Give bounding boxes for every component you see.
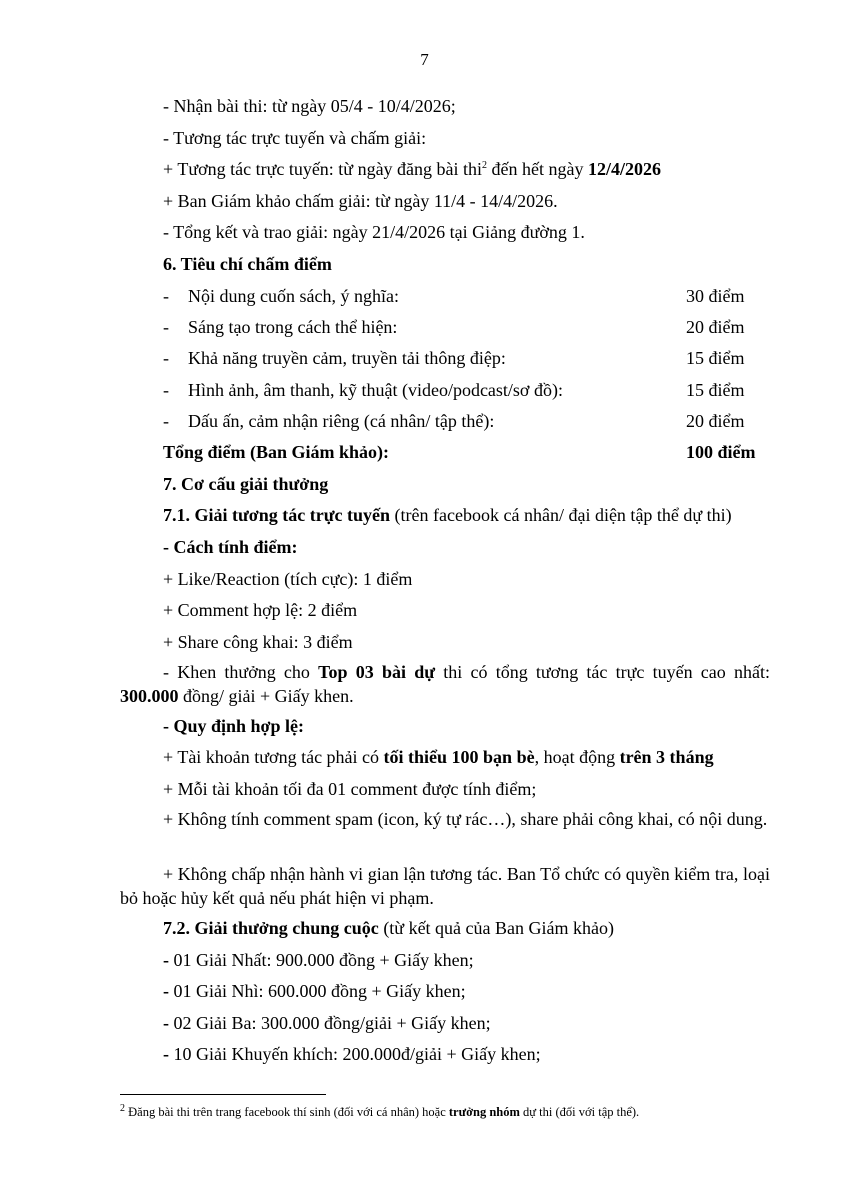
list-item: + Không tính comment spam (icon, ký tự rác…), share phải công khai, có nội dung.	[163, 809, 768, 829]
heading-validity-rules: - Quy định hợp lệ:	[163, 716, 305, 736]
bullet-dash: -	[163, 317, 169, 337]
criteria-points: 20 điểm	[686, 317, 745, 337]
text: + Tương tác trực tuyến: từ ngày đăng bài thi	[163, 159, 483, 179]
line-award-ceremony: - Tổng kết và trao giải: ngày 21/4/2026 tại Giảng đường 1.	[163, 222, 585, 242]
heading-prize-structure: 7. Cơ cấu giải thưởng	[163, 474, 329, 494]
footnote-marker: 2	[120, 1102, 125, 1114]
emphasis: 300.000	[120, 686, 179, 706]
footnote-ref: 2	[482, 160, 488, 171]
prize-item	[163, 980, 466, 1002]
prize-item	[163, 1012, 491, 1034]
reward-paragraph	[120, 660, 770, 708]
criteria-points: 30 điểm	[686, 286, 745, 306]
prize-item	[163, 949, 474, 971]
line-interaction-period	[163, 158, 661, 180]
heading-scoring-method: - Cách tính điểm:	[163, 537, 298, 557]
subheading: 7.1. Giải tương tác trực tuyến	[163, 505, 391, 525]
text: (từ kết quả của Ban Giám khảo)	[378, 918, 614, 938]
bullet-dash: -	[163, 1044, 169, 1064]
text: thi có tổng tương tác trực tuyến cao nhất:	[435, 662, 770, 682]
criteria-row	[163, 410, 763, 432]
footnote-divider	[120, 1094, 326, 1095]
bullet-dash: -	[163, 950, 169, 970]
list-item: + Comment hợp lệ: 2 điểm	[163, 600, 358, 620]
criteria-label: Khả năng truyền cảm, truyền tải thông điệp:	[188, 348, 506, 368]
emphasis: trên 3 tháng	[619, 747, 714, 767]
text: (trên facebook cá nhân/ đại diện tập thể dự thi)	[390, 505, 732, 525]
criteria-label: Nội dung cuốn sách, ý nghĩa:	[188, 286, 399, 306]
emphasis: trưởng nhóm	[448, 1105, 520, 1119]
criteria-points: 15 điểm	[686, 380, 745, 400]
bullet-dash: -	[163, 981, 169, 1001]
heading-scoring-criteria: 6. Tiêu chí chấm điểm	[163, 254, 332, 274]
heading-final-prizes	[163, 917, 614, 939]
list-item: + Share công khai: 3 điểm	[163, 632, 353, 652]
criteria-label: Hình ảnh, âm thanh, kỹ thuật (video/podcast/sơ đồ):	[188, 380, 563, 400]
emphasis: tối thiểu 100 bạn bè	[383, 747, 535, 767]
bullet-dash: -	[163, 380, 169, 400]
bullet-dash: -	[163, 348, 169, 368]
criteria-points: 20 điểm	[686, 411, 745, 431]
text: dự thi (đối với tập thể).	[519, 1105, 640, 1119]
text: Đăng bài thi trên trang facebook thí sinh (đối với cá nhân) hoặc	[125, 1105, 449, 1119]
list-item	[163, 746, 714, 768]
subheading: 7.2. Giải thưởng chung cuộc	[163, 918, 379, 938]
text: + Tài khoản tương tác phải có	[163, 747, 384, 767]
criteria-row	[163, 347, 763, 369]
bullet-dash: -	[163, 411, 169, 431]
prize-text: 02 Giải Ba: 300.000 đồng/giải + Giấy khen;	[169, 1013, 491, 1033]
criteria-row	[163, 379, 763, 401]
prize-text: 10 Giải Khuyến khích: 200.000đ/giải + Giấy khen;	[169, 1044, 541, 1064]
prize-item	[163, 1043, 541, 1065]
text: đến hết ngày	[487, 159, 589, 179]
bullet-dash: -	[163, 286, 169, 306]
total-label: Tổng điểm (Ban Giám khảo):	[163, 442, 390, 462]
prize-text: 01 Giải Nhất: 900.000 đồng + Giấy khen;	[169, 950, 474, 970]
criteria-row	[163, 285, 763, 307]
heading-online-interaction-prize	[163, 504, 732, 526]
list-item: + Không chấp nhận hành vi gian lận tương tác. Ban Tổ chức có quyền kiểm tra, loại bỏ hoặc hủy kết quả nếu phát hiện vi phạm.	[120, 864, 770, 908]
footnote	[120, 1102, 640, 1120]
line-judging-period: + Ban Giám khảo chấm giải: từ ngày 11/4 - 14/4/2026.	[163, 191, 558, 211]
criteria-label: Dấu ấn, cảm nhận riêng (cá nhân/ tập thể):	[188, 411, 495, 431]
text: đồng/ giải + Giấy khen.	[178, 686, 354, 706]
criteria-points: 15 điểm	[686, 348, 745, 368]
list-item: + Like/Reaction (tích cực): 1 điểm	[163, 569, 413, 589]
emphasis: Top 03 bài dự	[318, 662, 436, 682]
list-item: + Mỗi tài khoản tối đa 01 comment được tính điểm;	[163, 779, 537, 799]
page-number: 7	[420, 50, 429, 69]
bullet-dash: -	[163, 1013, 169, 1033]
line-receive-submissions: - Nhận bài thi: từ ngày 05/4 - 10/4/2026;	[163, 96, 456, 116]
deadline-date: 12/4/2026	[588, 159, 662, 179]
text: - Khen thưởng cho	[163, 662, 319, 682]
text: , hoạt động	[534, 747, 620, 767]
criteria-label: Sáng tạo trong cách thể hiện:	[188, 317, 398, 337]
criteria-total-row	[163, 441, 763, 463]
line-online-interaction: - Tương tác trực tuyến và chấm giải:	[163, 128, 427, 148]
prize-text: 01 Giải Nhì: 600.000 đồng + Giấy khen;	[169, 981, 466, 1001]
criteria-row	[163, 316, 763, 338]
total-points: 100 điểm	[686, 442, 756, 462]
